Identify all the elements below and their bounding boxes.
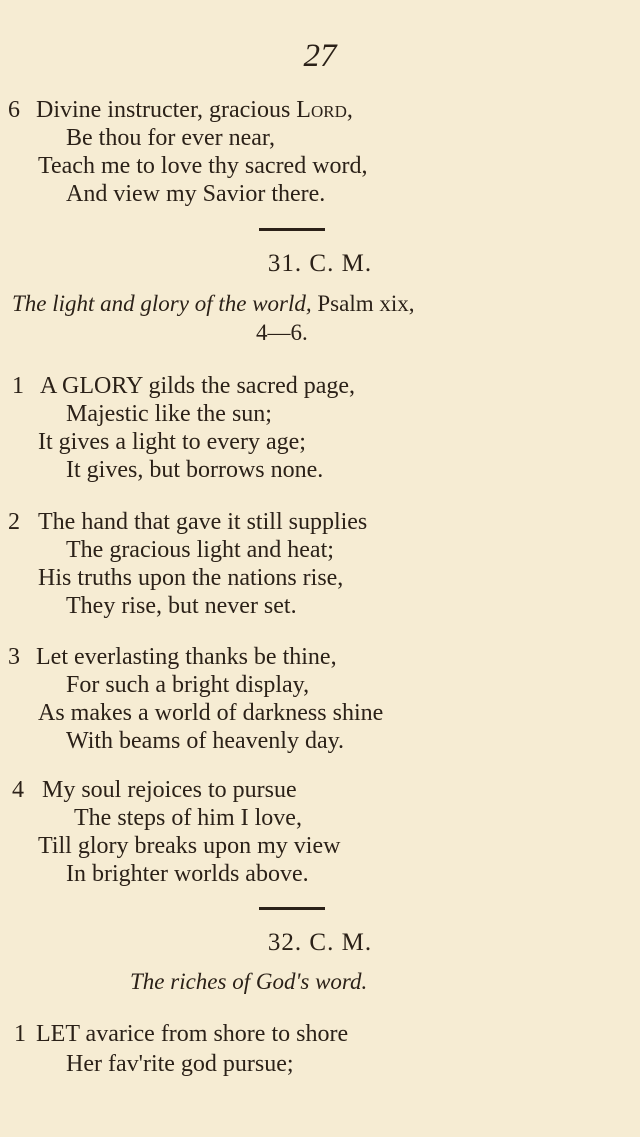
verse-line-text: Divine instructer, gracious [36, 97, 291, 123]
verse-number: 1 [14, 1021, 26, 1047]
page-number: 27 [303, 38, 337, 74]
verse-line: In brighter worlds above. [66, 861, 309, 887]
hymn-subtitle: The riches of God's word. [130, 969, 368, 994]
verse-number: 2 [8, 509, 20, 535]
hymn-heading: 31. C. M. [267, 250, 373, 277]
verse-line: Her fav'rite god pursue; [66, 1051, 294, 1077]
hymn-subtitle-ref: 4—6. [256, 320, 308, 345]
verse-line: As makes a world of darkness shine [38, 700, 384, 726]
verse-line: My soul rejoices to pursue [42, 777, 297, 803]
verse-line: With beams of heavenly day. [66, 728, 345, 754]
hymn-subtitle [12, 291, 415, 317]
section-divider [259, 228, 325, 231]
lord-word: Lord, [296, 97, 353, 123]
verse-line: His truths upon the nations rise, [38, 565, 344, 591]
verse-line: The gracious light and heat; [66, 537, 334, 563]
hymn-subtitle-italic: The light and glory of the world, [12, 291, 312, 316]
verse-line: Be thou for ever near, [66, 125, 275, 151]
verse-line: It gives, but borrows none. [66, 457, 324, 483]
verse-line: The steps of him I love, [74, 805, 302, 831]
verse-line: Majestic like the sun; [66, 401, 272, 427]
verse-line: For such a bright display, [66, 672, 310, 698]
verse-line: A GLORY gilds the sacred page, [40, 373, 356, 399]
hymn-subtitle-roman: Psalm xix, [317, 291, 415, 316]
verse-number: 6 [8, 97, 20, 123]
verse-number: 4 [12, 777, 24, 803]
verse-line: Till glory breaks upon my view [38, 833, 341, 859]
verse-line: LET avarice from shore to shore [36, 1021, 349, 1047]
verse-line: The hand that gave it still supplies [38, 509, 368, 535]
verse-line [36, 96, 353, 124]
verse-line: They rise, but never set. [66, 593, 297, 619]
verse-line: And view my Savior there. [66, 181, 326, 207]
hymn-heading: 32. C. M. [267, 929, 373, 956]
verse-number: 1 [12, 373, 24, 399]
verse-line: Let everlasting thanks be thine, [36, 644, 337, 670]
verse-number: 3 [8, 644, 20, 670]
verse-line: Teach me to love thy sacred word, [38, 153, 368, 179]
section-divider [259, 907, 325, 910]
verse-line: It gives a light to every age; [38, 429, 306, 455]
